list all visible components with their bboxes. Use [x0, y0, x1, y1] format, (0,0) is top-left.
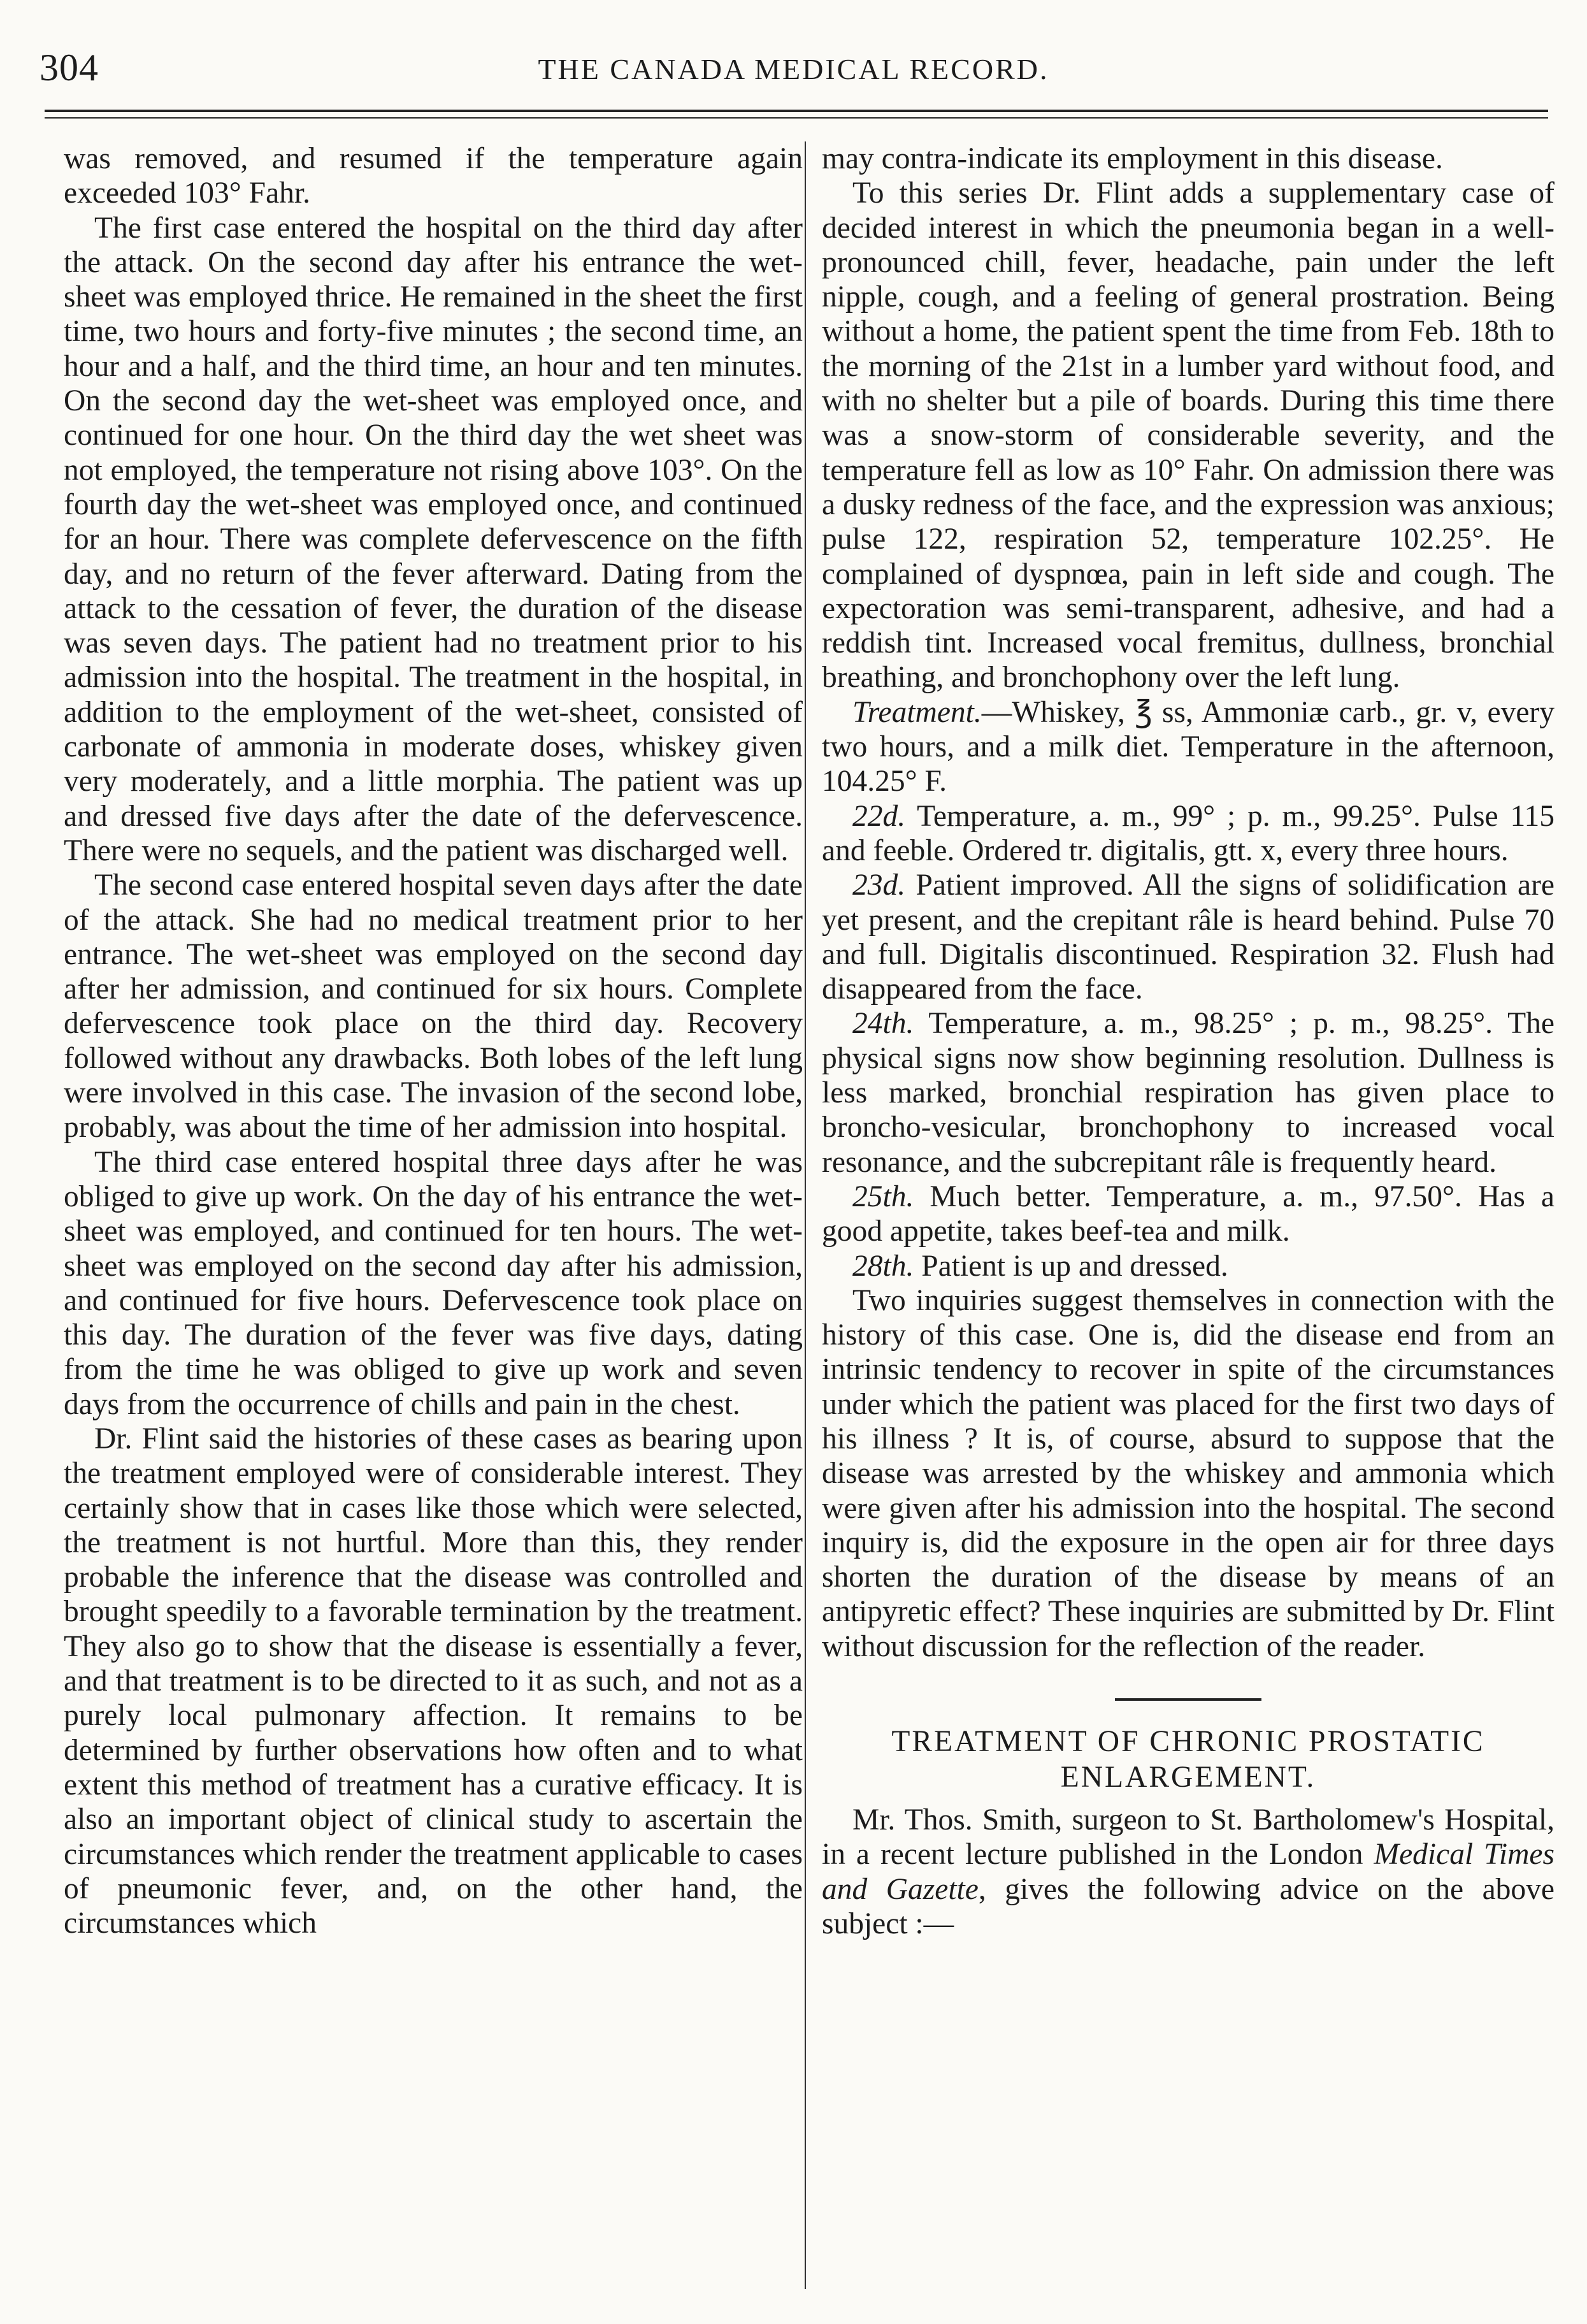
- case-note: [822, 1006, 1555, 1179]
- section-title-line: TREATMENT OF CHRONIC PROSTATIC: [891, 1725, 1485, 1759]
- section-rule: [1115, 1698, 1261, 1701]
- running-title: THE CANADA MEDICAL RECORD.: [538, 53, 1049, 85]
- paragraph: To this series Dr. Flint adds a supplementary case of decided interest in which the pneumonia began in a well-pronounced chill, fever, headache, pain under the left nipple, cough, and a feeling of general prostration. Being without a home, the patient spent the time from Feb. 18th to the morning of the 21st in a lumber yard without food, and with no shelter but a pile of boards. During this time there was a snow-storm of considerable severity, and the temperature fell as low as 10° Fahr. On admission there was a dusky redness of the face, and the expression was anxious; pulse 122, respiration 52, temperature 102.25°. He complained of dyspnœa, pain in left side and cough. The expectoration was semi-transparent, adhesive, and had a reddish tint. Increased vocal fremitus, dullness, bronchial breathing, and bronchophony over the left lung.: [822, 177, 1555, 695]
- case-note-text: Temperature, a. m., 99° ; p. m., 99.25°. Pulse 115 and feeble. Ordered tr. digitalis, gtt. x, every three hours.: [822, 799, 1555, 867]
- journal-title: Medical Times and Gazette: [822, 1838, 1555, 1906]
- left-column: [64, 141, 803, 1940]
- case-note-text: Temperature, a. m., 98.25° ; p. m., 98.25°. The physical signs now show beginning resolution. Dullness is less marked, bronchial respiration has given place to broncho-vesicular, bronchophony to increased vocal resonance, and the subcrepitant râle is frequently heard.: [822, 1007, 1555, 1179]
- case-note: [822, 1249, 1555, 1283]
- case-note-date: 23d.: [852, 869, 906, 902]
- paragraph: Two inquiries suggest themselves in connection with the history of this case. One is, did the disease end from an intrinsic tendency to recover in spite of the circumstances under which the patient was placed for the first two days of his illness ? It is, of course, absurd to suppose that the disease was arrested by the whiskey and ammonia which were given after his admission into the hospital. The second inquiry is, did the exposure in the open air for three days shorten the duration of the disease by means of an antipyretic effect? These inquiries are submitted by Dr. Flint without discussion for the reflection of the reader.: [822, 1283, 1555, 1663]
- section-title: [822, 1724, 1555, 1795]
- page-header: [0, 0, 1587, 121]
- header-rule: [45, 110, 1548, 112]
- case-note-date: 25th.: [852, 1180, 914, 1213]
- case-note: [822, 1180, 1555, 1249]
- paragraph: Dr. Flint said the histories of these cases as bearing upon the treatment employed were of considerable interest. They certainly show that in cases like those which were selected, the treatment is not hurtful. More than this, they render probable the inference that the disease was controlled and brought speedily to a favorable termination by the treatment. They also go to show that the disease is essentially a fever, and that treatment is to be directed to it as such, and not as a purely local pulmonary affection. It remains to be determined by further observations how often and to what extent this method of treatment has a curative efficacy. It is also an important object of clinical study to ascertain the circumstances which render the treatment applicable to cases of pneumonic fever, and, on the other hand, the circumstances which: [64, 1422, 803, 1940]
- paragraph: The first case entered the hospital on the third day after the attack. On the second day after his entrance the wet-sheet was employed thrice. He remained in the sheet the first time, two hours and forty-five minutes ; the second time, an hour and a half, and the third time, an hour and ten minutes. On the second day the wet-sheet was employed once, and continued for one hour. On the third day the wet sheet was not employed, the temperature not rising above 103°. On the fourth day the wet-sheet was employed once, and continued for an hour. There was complete defervescence on the fifth day, and no return of the fever afterward. Dating from the attack to the cessation of fever, the duration of the disease was seven days. The patient had no treatment prior to his admission into the hospital. The treatment in the hospital, in addition to the employment of the wet-sheet, consisted of carbonate of ammonia in moderate doses, whiskey given very moderately, and a little morphia. The patient was up and dressed five days after the date of the defervescence. There were no sequels, and the patient was discharged well.: [64, 211, 803, 867]
- header-rule-thin: [45, 117, 1548, 119]
- smith-intro: Mr. Thos. Smith, surgeon to St. Bartholomew's Hospital, in a recent lecture published in the London: [822, 1803, 1555, 1872]
- paragraph: The second case entered hospital seven days after the date of the attack. She had no medical treatment prior to her entrance. The wet-sheet was employed on the second day after her admission, and continued for six hours. Complete defervescence took place on the third day. Recovery followed without any drawbacks. Both lobes of the left lung were involved in this case. The invasion of the second lobe, probably, was about the time of her admission into hospital.: [64, 869, 803, 1144]
- case-note: [822, 868, 1555, 1006]
- paragraph: may contra-indicate its employment in this disease.: [822, 142, 1443, 175]
- smith-outro: , gives the following advice on the above subject :—: [822, 1872, 1555, 1940]
- paragraph: The third case entered hospital three days after he was obliged to give up work. On the day of his entrance the wet-sheet was employed, and continued for ten hours. The wet-sheet was employed on the second day after his admission, and continued for five hours. Defervescence took place on this day. The duration of the fever was five days, dating from the time he was obliged to give up work and seven days from the occurrence of chills and pain in the chest.: [64, 1145, 803, 1421]
- case-note: [822, 799, 1555, 869]
- paragraph: was removed, and resumed if the temperature again exceeded 103° Fahr.: [64, 142, 803, 210]
- page-number: 304: [39, 47, 99, 89]
- case-note-text: Much better. Temperature, a. m., 97.50°. Has a good appetite, takes beef-tea and milk.: [822, 1180, 1555, 1248]
- case-note-text: Patient improved. All the signs of solidification are yet present, and the crepitant râle is heard behind. Pulse 70 and full. Digitalis discontinued. Respiration 32. Flush had disappeared from the face.: [822, 869, 1555, 1006]
- column-divider: [805, 141, 806, 2289]
- treatment-lead: Treatment.: [852, 695, 982, 729]
- treatment-paragraph: [822, 695, 1555, 799]
- case-note-text: Patient is up and dressed.: [914, 1249, 1228, 1283]
- right-column: [822, 141, 1555, 1941]
- paragraph: [822, 1803, 1555, 1941]
- case-note-date: 28th.: [852, 1249, 914, 1283]
- section-title-line: ENLARGEMENT.: [1060, 1761, 1316, 1794]
- case-note-date: 24th.: [852, 1007, 914, 1041]
- treatment-text: —Whiskey, ℥ ss, Ammoniæ carb., gr. v, every two hours, and a milk diet. Temperature in the afternoon, 104.25° F.: [822, 695, 1555, 798]
- case-note-date: 22d.: [852, 799, 906, 833]
